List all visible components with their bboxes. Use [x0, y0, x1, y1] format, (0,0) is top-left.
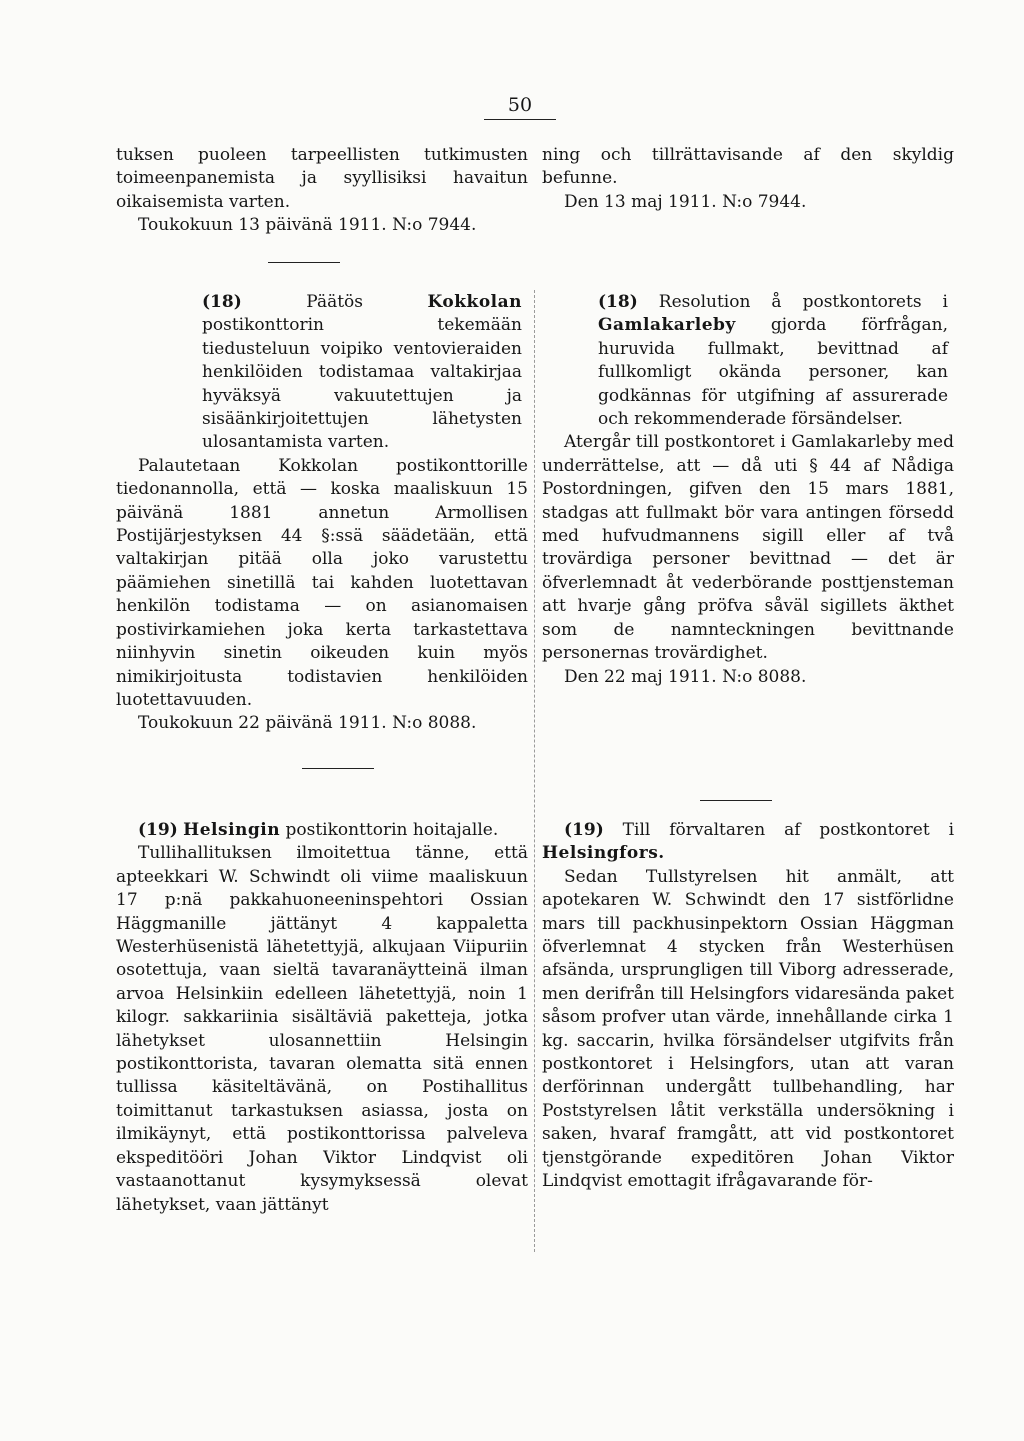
left-section-19 [116, 819, 528, 1217]
right-separator-wrap [542, 800, 954, 801]
left-section-19-heading [116, 819, 528, 842]
left-separator-1-wrap [116, 262, 528, 263]
page-number-rule [484, 119, 556, 120]
right-section-18-number: (18) [598, 292, 638, 312]
right-section-18-place: Gamlakarleby [598, 315, 736, 336]
right-separator [700, 800, 772, 801]
right-section-18-title: gjorda förfrågan, huruvida fullmakt, bevittnad af fullkomligt okända personer, kan godkännas för utgifning af assurerade och rekommenderade försändelser. [598, 315, 948, 430]
right-column [542, 144, 954, 214]
left-section-19-number: (19) [138, 820, 178, 840]
left-continuation-text: tuksen puoleen tarpeellisten tutkimusten toimeenpanemista ja syyllisiksi havaitun oikaisemista varten. [116, 145, 528, 212]
left-section-19-body: Tullihallituksen ilmoitettua tänne, että apteekkari W. Schwindt oli viime maaliskuun 17 p:nä pakkahuoneeninspehtori Ossian Häggmanille jättänyt 4 kappaletta Westerhüsenistä lähetettyjä, alkujaan Viipuriin osotettuja, vaan sieltä tavaranäytteinä ilman arvoa Helsinkiin edelleen lähetettyjä, noin 1 kilogr. sakkariinia sisältäviä paketteja, jotka lähetykset ulosannettiin Helsingin postikonttorista, tavaran olematta sitä ennen tullissa käsiteltävänä, on Postihallitus toimittanut tarkastuksen asiassa, josta on ilmikäynyt, että postikonttorissa palveleva ekspeditööri Johan Viktor Lindqvist oli vastaanottanut kysymyksessä olevat lähetykset, vaan jättänyt [116, 843, 528, 1215]
right-section-19-lead: Till förvaltaren af postkontoret i [622, 820, 955, 840]
right-section-18-body: Atergår till postkontoret i Gamlakarleby med underrättelse, att — då uti § 44 af Nådiga Postordningen, gifven den 15 mars 1881, stadgas att fullmakt bör vara antingen försedd med hufvudmannens sigill eller af två trovärdiga personer bevittnad — det är öfverlemnadt åt vederbörande posttjensteman att hvarje gång pröfva såväl sigillets äkthet som de namnteckningen bevittnande personernas trovärdighet. [542, 432, 954, 664]
left-section-18-body: Palautetaan Kokkolan postikonttorille tiedonannolla, että — koska maaliskuun 15 päivänä 1881 annetun Armollisen Postijärjestyksen 44 §:ssä säädetään, että valtakirjan pitää olla joko varustettu päämiehen sinetillä tai kahden luotettavan henkilön todistama — on asianomaisen postivirkamiehen joka kerta tarkastettava niinhyvin sinetin oikeuden kuin myös nimikirjoitusta todistavien henkilöiden luotettavuuden. [116, 455, 528, 710]
column-divider [534, 290, 535, 1252]
left-column [116, 144, 528, 238]
right-section-19-place: Helsingfors. [542, 843, 665, 864]
right-continuation-text: ning och tillrättavisande af den skyldig befunne. [542, 145, 954, 189]
right-section-18-date: Den 22 maj 1911. N:o 8088. [564, 666, 807, 687]
left-section-18-number: (18) [202, 292, 242, 312]
left-section-18-place: Kokkolan [427, 292, 523, 312]
left-section-18-date: Toukokuun 22 päivänä 1911. N:o 8088. [138, 713, 477, 734]
left-section-18-title: postikonttorin tekemään tiedusteluun voipiko ventovieraiden henkilöiden todistamaa valtakirjaa hyväksyä vakuutettujen ja sisäänkirjoitettujen lähetysten ulosantamista varten. [202, 315, 522, 453]
right-section-19-number: (19) [564, 820, 604, 840]
left-separator-1 [268, 262, 340, 263]
left-section-18 [116, 291, 528, 736]
left-continuation-date: Toukokuun 13 päivänä 1911. N:o 7944. [138, 215, 477, 236]
left-section-18-lead: Päätös [306, 292, 364, 312]
right-section-18-lead: Resolution å postkontorets i [658, 292, 948, 312]
right-section-19 [542, 819, 954, 1194]
left-section-18-heading [116, 291, 528, 455]
right-section-18-heading [542, 291, 954, 431]
right-continuation-date: Den 13 maj 1911. N:o 7944. [564, 191, 807, 212]
left-separator-2 [302, 768, 374, 769]
left-section-19-place: Helsingin [183, 820, 281, 840]
left-separator-2-wrap [116, 768, 528, 769]
page-number: 50 [507, 94, 533, 116]
right-section-19-body: Sedan Tullstyrelsen hit anmält, att apotekaren W. Schwindt den 17 sistförlidne mars till packhusinpektorn Ossian Häggman öfverlemnat 4 stycken från Westerhüsen afsända, ursprungligen till Viborg adresserade, men derifrån till Helsingfors vidaresända paket såsom profver utan värde, innehållande cirka 1 kg. saccarin, hvilka försändelser utgifvits från postkontoret i Helsingfors, utan att varan derförinnan undergått tullbehandling, har Poststyrelsen låtit verkställa undersökning i saken, hvaraf framgått, att vid postkontoret tjenstgörande expeditören Johan Viktor Lindqvist emottagit ifrågavarande för- [542, 866, 954, 1192]
right-section-18 [542, 291, 954, 689]
right-section-19-heading [542, 819, 954, 866]
left-section-19-title: postikonttorin hoitajalle. [285, 820, 499, 840]
